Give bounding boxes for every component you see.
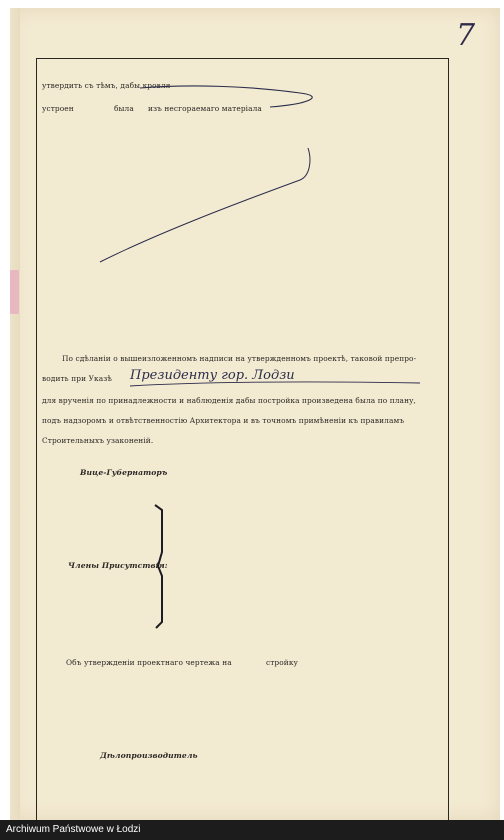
approval-text-a: Объ утвержденіи проектнаго чертежа на: [66, 658, 232, 667]
clerk-label: Дѣлопроизводитель: [100, 751, 198, 760]
para-line-3: для врученія по принадлежности и наблюденія дабы постройка произведена была по плану,: [42, 396, 416, 405]
para-line-5: Строительныхъ узаконеній.: [42, 436, 154, 445]
para-line-4: подъ надзоромъ и отвѣтственностію Архитектора и въ точномъ примѣненіи къ правиламъ: [42, 416, 405, 425]
para-line-1: По сдѣланіи о вышеизложенномъ надписи на утвержденномъ проектѣ, таковой препро-: [62, 354, 417, 363]
text-line-2b: была: [114, 104, 134, 113]
vice-governor-label: Вице-Губернаторъ: [80, 468, 168, 477]
page-number: 7: [456, 18, 476, 53]
archive-footer: [0, 820, 504, 840]
text-line-2c: изъ несгораемаго матеріала: [148, 104, 262, 113]
archive-name: Archiwum Państwowe w Łodzi: [6, 824, 141, 835]
text-line-1: утвердить съ тѣмъ, дабы кровля: [42, 81, 171, 90]
approval-text-b: стройку: [266, 658, 299, 667]
handwritten-addressee: Президенту гор. Лодзи: [130, 368, 295, 383]
para-line-2: водить при Указѣ: [42, 374, 112, 383]
members-label: Члены Присутствія:: [68, 561, 168, 570]
text-line-2a: устроен: [42, 104, 74, 113]
